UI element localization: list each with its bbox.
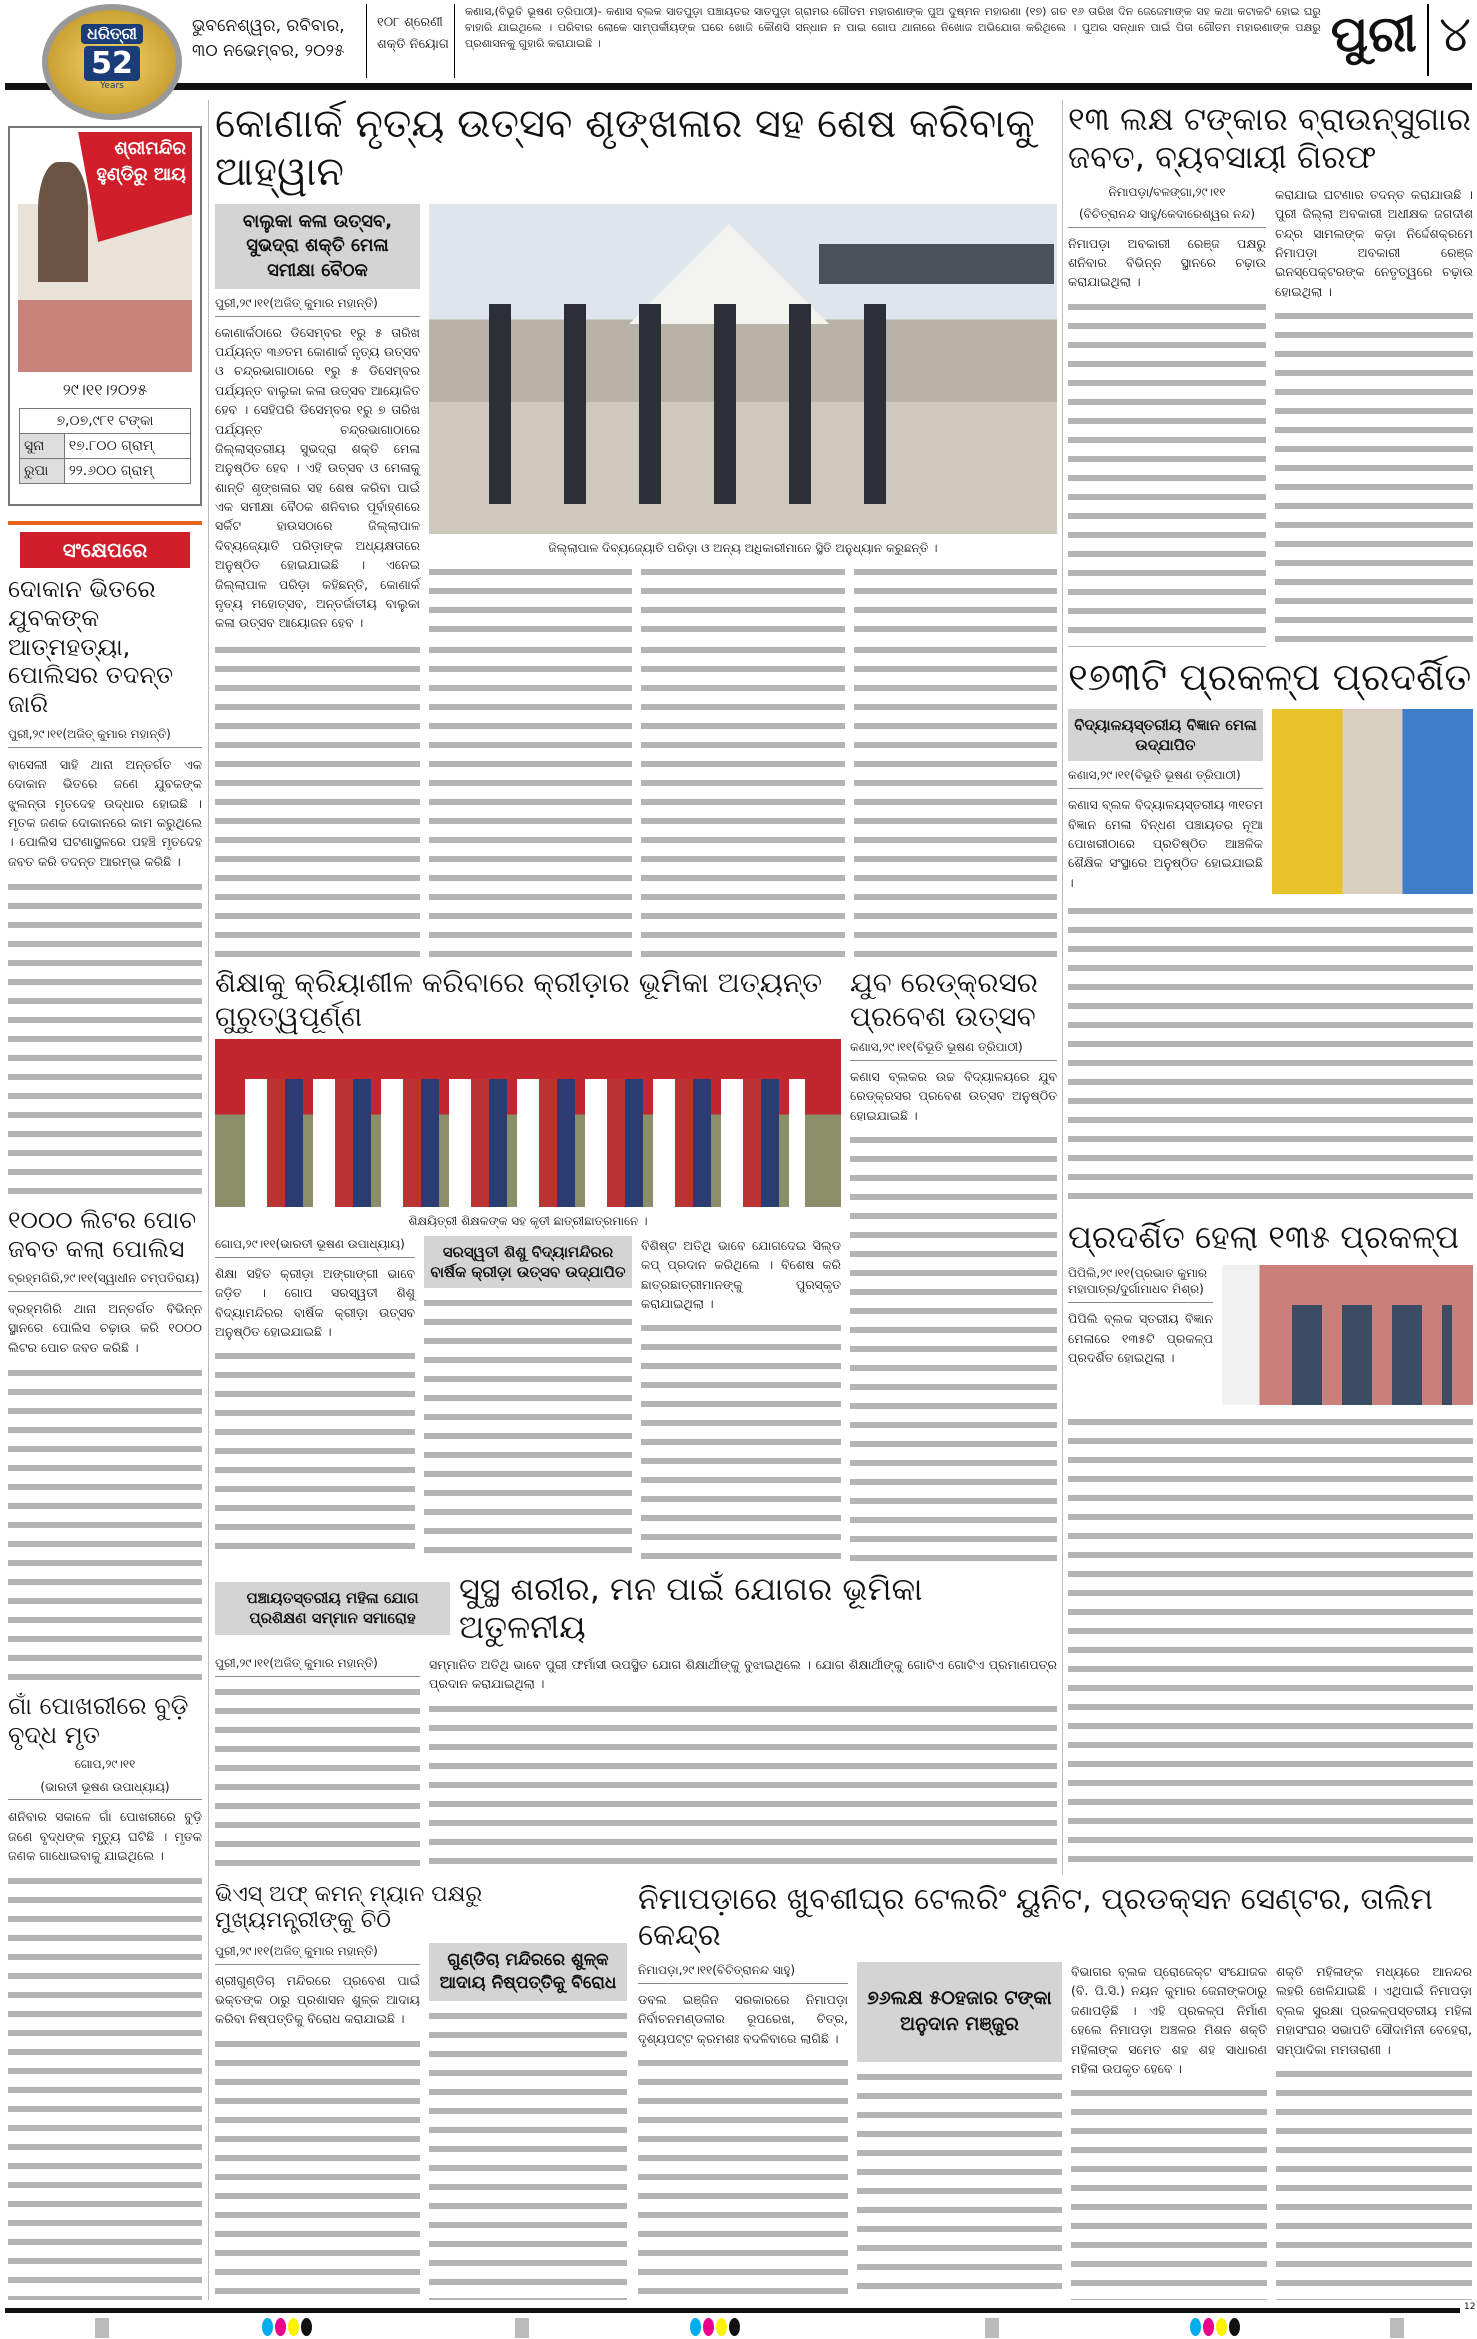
yoga-byline: ପୁରୀ,୨୯।୧୧(ଅଜିତ୍ କୁମାର ମହାନ୍ତି)	[215, 1655, 420, 1677]
temple-box-title-1: ଶ୍ରୀମନ୍ଦିର	[114, 138, 186, 159]
registration-marks	[0, 2318, 1477, 2338]
nimapada-byline: ନିମାପଡ଼ା,୨୯।୧୧(ବିଚିତ୍ରାନନ୍ଦ ସାହୁ)	[638, 1962, 848, 1984]
pond-byline-1: ଗୋପ,୨୯।୧୧	[74, 1756, 136, 1771]
lead-body-continued	[429, 563, 632, 633]
nimapada-headline: ନିମାପଡ଼ାରେ ଖୁବଶୀଘ୍ର ଟେଲରିଂ ୟୁନିଟ, ପ୍ରଡକ୍ସନ ସେଣ୍ଟର, ତାଲିମ କେନ୍ଦ୍ର	[638, 1882, 1433, 1953]
gold-label: ସୁନା	[20, 434, 65, 459]
temple-box-date: ୨୯।୧୧।୨୦୨୫	[62, 380, 148, 399]
science173-body-continued	[1068, 902, 1473, 1210]
nimapada-body: ଡବଲ ଇଞ୍ଜିନ ସରକାରରେ ନିମାପଡ଼ା ନିର୍ବାଚନମଣ୍ଡଳୀର ରୂପରେଖ, ଚିତ୍ର, ଦୃଶ୍ୟପଟ୍ଟ କ୍ରମଶଃ ବଦଳିବାରେ ଲାଗିଛି ।	[638, 1991, 848, 2046]
temple-donation-table	[19, 408, 191, 484]
logo	[42, 4, 182, 120]
nimapada-body-2: ବିଭାଗର ବ୍ଲକ ପ୍ରୋଜେକ୍ଟ ସଂଯୋଜକ (ବି. ପି.ସି.) ନୟନ କୁମାର ଜେନାଙ୍କଠାରୁ ଜଣାପଡ଼ିଛି । ଏହି ପ୍ରକଳ୍ପ ନିର୍ମାଣ ହେଲେ ନିମାପଡ଼ା ଅଞ୍ଚଳର ମିଶନ ଶକ୍ତି ମହିଳାଙ୍କ ସମେତ ଶହ ଶହ ସାଧାରଣ ମହିଳା ଉପକୃତ ହେବେ ।	[1071, 1964, 1267, 2076]
pond-headline: ଗାଁ ପୋଖରୀରେ ବୁଡ଼ି ବୃଦ୍ଧ ମୃତ	[8, 1691, 189, 1749]
nimapada-body-continued	[1276, 2065, 1472, 2300]
lead-body: କୋଣାର୍କଠାରେ ଡିସେମ୍ବର ୧ରୁ ୫ ତାରିଖ ପର୍ଯ୍ୟନ୍ତ ୩୬ତମ କୋଣାର୍କ ନୃତ୍ୟ ଉତ୍ସବ ଓ ଚନ୍ଦ୍ରଭାଗାଠାରେ ୧ରୁ ୫ ଡିସେମ୍ବର ପର୍ଯ୍ୟନ୍ତ ବାଲୁକା କଳା ଉତ୍ସବ ଆୟୋଜିତ ହେବ । ସେହିପରି ଡିସେମ୍ବର ୧ରୁ ୭ ତାରିଖ ପର୍ଯ୍ୟନ୍ତ ଚନ୍ଦ୍ରଭାଗାଠାରେ ଜିଲ୍ଲାସ୍ତରୀୟ ସୁଭଦ୍ରା ଶକ୍ତି ମେଳା ଅନୁଷ୍ଠିତ ହେବ । ଏହି ଉତ୍ସବ ଓ ମେଳାକୁ ଶାନ୍ତି ଶୃଙ୍ଖଳାର ସହ ଶେଷ କରିବା ପାଇଁ ଏକ ସମୀକ୍ଷା ବୈଠକ ଶନିବାର ପୂର୍ବାହ୍ଣରେ ସର୍କିଟ ହାଉସଠାରେ ଜିଲ୍ଲାପାଳ ଦିବ୍ୟଜ୍ୟୋତି ପରିଡ଼ାଙ୍କ ଅଧ୍ୟକ୍ଷତାରେ ଅନୁଷ୍ଠିତ ହୋଇଯାଇଛି । ଏନେଇ ଜିଲ୍ଲାପାଳ ପରିଡ଼ା କହିଛନ୍ତି, କୋଣାର୍କ ନୃତ୍ୟ ମହୋତ୍ସବ, ଅନ୍ତର୍ଜାତୀୟ ବାଲୁକା କଳା ଉତ୍ସବ ଆୟୋଜନ ହେବ ।	[215, 324, 420, 631]
dateline-place: ଭୁବନେଶ୍ୱର, ରବିବାର,	[192, 16, 345, 36]
vos-section	[215, 1882, 627, 2300]
pond-byline-2: (ଭାରତୀ ଭୂଷଣ ଉପାଧ୍ୟାୟ)	[8, 1779, 202, 1801]
lead-body-continued	[641, 563, 844, 633]
liquor-body-continued	[8, 1364, 202, 1685]
redcross-headline: ଯୁବ ରେଡ୍‌କ୍ରସର ପ୍ରବେଶ ଉତ୍ସବ	[850, 966, 1039, 1033]
top-brief-title-2: ଶକ୍ତି ନିୟୋଗ	[377, 37, 449, 53]
lead-byline: ପୁରୀ,୨୯।୧୧(ଅଜିତ୍ କୁମାର ମହାନ୍ତି)	[215, 295, 420, 317]
brownsugar-body: ନିମାପଡ଼ା ଅବକାରୀ ରେଞ୍ଜ ପକ୍ଷରୁ ଶନିବାର ବିଭିନ୍ନ ସ୍ଥାନରେ ଚଢ଼ାଉ କରାଯାଇଥିଲା ।	[1068, 235, 1266, 290]
brownsugar-body-2: କରାଯାଇ ଘଟଣାର ତଦନ୍ତ କରାଯାଉଛି । ପୁରୀ ଜିଲ୍ଲା ଅବକାରୀ ଅଧୀକ୍ଷକ ଜଗଦୀଶ ଚନ୍ଦ୍ର ସାମଲଙ୍କ କଡ଼ା ନିର୍ଦ୍ଦେଶକ୍ରମେ ନିମାପଡ଼ା ଅବକାରୀ ରେଞ୍ଜ ଇନସ୍ପେକ୍ଟରଙ୍କ ନେତୃତ୍ୱରେ ଚଢ଼ାଉ ହୋଇଥିଲା ।	[1275, 186, 1473, 299]
right-column	[1068, 100, 1473, 1875]
temple-image	[18, 132, 192, 372]
brief-label: ସଂକ୍ଷେପରେ	[20, 532, 190, 568]
liquor-body: ବ୍ରହ୍ମଗିରି ଥାନା ଅନ୍ତର୍ଗତ ବିଭିନ୍ନ ସ୍ଥାନରେ ପୋଲିସ ଚଢ଼ାଉ କରି ୧୦୦୦ ଲିଟର ପୋଚ ଜବତ କରିଛି ।	[8, 1301, 202, 1355]
top-brief-body: କଣାସ,(ବିଭୂତି ଭୂଷଣ ତ୍ରିପାଠୀ)- କଣାସ ବ୍ଲକ ସାତପୁଡ଼ା ପଞ୍ଚାୟତର ସାତପୁଡ଼ା ଗ୍ରାମର ଗୌତମ ମହାରଣାଙ୍କ ପୁଅ ଦୁଷ୍ମନ ମହାରଣା (୧୭) ଗତ ୧୬ ତାରିଖ ଦିନ ଜେଜେମାଙ୍କ ସହ କଥା କଟାକଟି ହୋଇ ଘରୁ ବାହାରି ଯାଇଥିଲେ । ପରିବାର ଲୋକେ ସାମ୍ପର୍କୀୟଙ୍କ ଘରେ ଖୋଜି କୌଣସି ସନ୍ଧାନ ନ ପାଇ ଗୋପ ଥାନାରେ ନିଖୋଜ ଅଭିଯୋଗ କରିଥିଲେ । ପୁଅର ସନ୍ଧାନ ପାଇଁ ପିତା ଗୌତମ ମହାରଣାଙ୍କ ପକ୍ଷରୁ ପ୍ରଶାସନକୁ ଗୁହାରି କରାଯାଇଛି ।	[465, 5, 1321, 50]
yoga-body-continued	[215, 1683, 420, 1873]
nimapada-body-continued	[857, 2068, 1062, 2300]
page-number: ୪	[1438, 5, 1471, 63]
sports-body: ଶିକ୍ଷା ସହିତ କ୍ରୀଡ଼ା ଅଙ୍ଗାଙ୍ଗୀ ଭାବେ ଜଡ଼ିତ । ଗୋପ ସରସ୍ୱତୀ ଶିଶୁ ବିଦ୍ୟାମନ୍ଦିରର ବାର୍ଷିକ କ୍ରୀଡ଼ା ଉତ୍ସବ ଅନୁଷ୍ଠିତ ହୋଇଯାଇଛି ।	[215, 1265, 415, 1339]
section-name: ପୁରୀ	[1331, 4, 1429, 76]
footer-rule	[5, 2308, 1460, 2313]
orange-rule	[8, 521, 202, 525]
sports-body-continued	[215, 1347, 415, 1562]
redcross-byline: କଣାସ,୨୯।୧୧(ବିଭୂତି ଭୂଷଣ ତ୍ରିପାଠୀ)	[850, 1039, 1057, 1061]
nimapada-section	[638, 1882, 1472, 2300]
pond-body-continued	[8, 1872, 202, 2300]
shop-byline: ପୁରୀ,୨୯।୧୧(ଅଜିତ୍ କୁମାର ମହାନ୍ତି)	[8, 726, 202, 748]
yoga-body: ସମ୍ମାନିତ ଅତିଥି ଭାବେ ପୁରୀ ଫର୍ମାସୀ ଉପସ୍ଥିତ ଯୋଗ ଶିକ୍ଷାର୍ଥୀଙ୍କୁ ବୁଝାଇଥିଲେ । ଯୋଗ ଶିକ୍ଷାର୍ଥୀଙ୍କୁ ଗୋଟିଏ ଗୋଟିଏ ପ୍ରମାଣପତ୍ର ପ୍ରଦାନ କରାଯାଇଥିଲା ।	[429, 1656, 1057, 1692]
silver-label: ରୁପା	[20, 459, 65, 484]
brownsugar-byline-2: (ବିଚିତ୍ରାନନ୍ଦ ସାହୁ/କେଦାରେଶ୍ୱର ନନ୍ଦ)	[1068, 206, 1266, 228]
science173-headline: ୧୭୩ଟି ପ୍ରକଳ୍ପ ପ୍ରଦର୍ଶିତ	[1068, 655, 1472, 700]
lead-body-continued	[854, 563, 1057, 633]
sports-headline: ଶିକ୍ଷାକୁ କ୍ରିୟାଶୀଳ କରିବାରେ କ୍ରୀଡ଼ାର ଭୂମିକା ଅତ୍ୟନ୍ତ ଗୁରୁତ୍ୱପୂର୍ଣ୍ଣ	[215, 966, 823, 1033]
redcross-body-continued	[850, 1131, 1057, 1562]
left-column	[8, 126, 202, 2300]
logo-name: ଧରିତ୍ରୀ	[81, 24, 143, 44]
science173-photo	[1272, 709, 1473, 894]
yoga-headline: ସୁସ୍ଥ ଶରୀର, ମନ ପାଇଁ ଯୋଗର ଭୂମିକା ଅତୁଳନୀୟ	[459, 1570, 923, 1647]
lead-body-continued	[854, 641, 1057, 958]
lead-body-continued	[641, 641, 844, 958]
brownsugar-body-continued	[1275, 307, 1473, 647]
science135-photo	[1222, 1265, 1473, 1405]
lead-photo-caption: ଜିଲ୍ଲାପାଳ ଦିବ୍ୟଜ୍ୟୋତି ପରିଡ଼ା ଓ ଅନ୍ୟ ଅଧିକାରୀମାନେ ସ୍ଥିତି ଅନୁଧ୍ୟାନ କରୁଛନ୍ତି ।	[548, 541, 938, 555]
lead-body-continued	[429, 641, 632, 958]
lead-photo	[429, 204, 1057, 534]
vos-headline: ଭିଏସ୍ ଅଫ୍ କମନ୍ ମ୍ୟାନ ପକ୍ଷରୁ ମୁଖ୍ୟମନ୍ତ୍ରୀଙ୍କୁ ଚିଠି	[215, 1882, 483, 1934]
yoga-kicker: ପଞ୍ଚାୟତସ୍ତରୀୟ ମହିଳା ଯୋଗ ପ୍ରଶିକ୍ଷଣ ସମ୍ମାନ ସମାରୋହ	[215, 1582, 450, 1635]
dateline-date: ୩୦ ନଭେମ୍ବର, ୨୦୨୫	[192, 40, 345, 61]
nimapada-body-continued	[638, 2054, 848, 2300]
redcross-body: କଣାସ ବ୍ଲକର ଉଚ୍ଚ ବିଦ୍ୟାଳୟରେ ଯୁବ ରେଡ୍‌କ୍ରସର ପ୍ରବେଶ ଉତ୍ସବ ଅନୁଷ୍ଠିତ ହୋଇଯାଇଛି ।	[850, 1068, 1057, 1123]
sports-body-continued	[641, 1319, 841, 1562]
shop-body-continued	[8, 878, 202, 1199]
logo-years: 52	[84, 46, 140, 81]
vos-byline: ପୁରୀ,୨୯।୧୧(ଅଜିତ୍ କୁମାର ମହାନ୍ତି)	[215, 1943, 420, 1965]
temple-box-title-2: ହୁଣ୍ଡିରୁ ଆୟ	[96, 163, 186, 185]
top-brief-title	[377, 4, 455, 78]
nimapada-body-continued	[1071, 2084, 1267, 2300]
masthead	[0, 0, 1477, 91]
shop-body: ବାସେଲୀ ସାହି ଥାନା ଅନ୍ତର୍ଗତ ଏକ ଦୋକାନ ଭିତରେ ଜଣେ ଯୁବକଙ୍କ ଝୁଲନ୍ତା ମୃତଦେହ ଉଦ୍ଧାର ହୋଇଛି । ମୃତକ ଜଣକ ଦୋକାନରେ କାମ କରୁଥିଲେ । ପୋଲିସ ଘଟଣାସ୍ଥଳରେ ପହଞ୍ଚି ମୃତଦେହ ଜବତ କରି ତଦନ୍ତ ଆରମ୍ଭ କରିଛି ।	[8, 756, 202, 869]
vos-kicker: ଗୁଣ୍ଡିଚା ମନ୍ଦିରରେ ଶୁଳ୍କ ଆଦାୟ ନିଷ୍ପତ୍ତିକୁ ବିରୋଧ	[429, 1943, 627, 2001]
science135-body-continued	[1068, 1413, 1473, 1875]
lead-headline: କୋଣାର୍କ ନୃତ୍ୟ ଉତ୍ସବ ଶୃଙ୍ଖଳାର ସହ ଶେଷ କରିବାକୁ ଆହ୍ୱାନ	[215, 101, 1035, 195]
sports-redcross-section	[215, 966, 1057, 1562]
lead-kicker: ବାଲୁକା କଳା ଉତ୍ସବ, ସୁଭଦ୍ରା ଶକ୍ତି ମେଳା ସମୀକ୍ଷା ବୈଠକ	[215, 204, 420, 289]
lead-story	[215, 100, 1057, 958]
sports-kicker: ସରସ୍ୱତୀ ଶିଶୁ ବିଦ୍ୟାମନ୍ଦିରର ବାର୍ଷିକ କ୍ରୀଡ଼ା ଉତ୍ସବ ଉଦ୍‌ଯାପିତ	[424, 1236, 632, 1289]
page-marker: 12	[1464, 2302, 1476, 2312]
pond-body: ଶନିବାର ସକାଳେ ଗାଁ ପୋଖରୀରେ ବୁଡ଼ି ଜଣେ ବୃଦ୍ଧଙ୍କ ମୃତ୍ୟୁ ଘଟିଛି । ମୃତକ ଜଣକ ଗାଧୋଇବାକୁ ଯାଇଥିଲେ ।	[8, 1809, 202, 1864]
temple-donation-box	[8, 126, 202, 506]
yoga-body-continued	[429, 1700, 1057, 1873]
gold-value: ୧୭.୮୦୦ ଗ୍ରାମ୍	[64, 434, 190, 459]
sports-photo	[215, 1039, 841, 1207]
sports-body-2: ବିଶିଷ୍ଟ ଅତିଥି ଭାବେ ଯୋଗଦେଇ ସିଲ୍‌ଡ କପ୍ ପ୍ରଦାନ କରିଥିଲେ । ବିଶେଷ କରି ଛାତ୍ରଛାତ୍ରୀମାନଙ୍କୁ ପୁରସ୍କୃତ କରାଯାଇଥିଲା ।	[641, 1237, 841, 1312]
science135-body: ପିପିଲି ବ୍ଲକ ସ୍ତରୀୟ ବିଜ୍ଞାନ ମେଳାରେ ୧୩୫ଟି ପ୍ରକଳ୍ପ ପ୍ରଦର୍ଶିତ ହୋଇଥିଲା ।	[1068, 1311, 1213, 1365]
lead-body-continued	[215, 641, 420, 958]
nimapada-kicker: ୭୬ଲକ୍ଷ ୫୦ହଜାର ଟଙ୍କା ଅନୁଦାନ ମଞ୍ଜୁର	[857, 1962, 1062, 2062]
science173-kicker: ବିଦ୍ୟାଳୟସ୍ତରୀୟ ବିଜ୍ଞାନ ମେଳା ଉଦ୍‌ଯାପିତ	[1068, 709, 1263, 762]
sports-byline: ଗୋପ,୨୯।୧୧(ଭାରତୀ ଭୂଷଣ ଉପାଧ୍ୟାୟ)	[215, 1236, 415, 1258]
science173-body: କଣାସ ବ୍ଲକ ବିଦ୍ୟାଳୟସ୍ତରୀୟ ୩୧ତମ ବିଜ୍ଞାନ ମେଳା ବିନ୍ଧଣ ପଞ୍ଚାୟତର ନୂଆ ପୋଖରୀଠାରେ ପ୍ରତିଷ୍ଠିତ ଆଞ୍ଚଳିକ ଶୈକ୍ଷିକ ସଂସ୍ଥାରେ ଅନୁଷ୍ଠିତ ହୋଇଯାଇଛି ।	[1068, 797, 1263, 890]
brownsugar-byline-1: ନିମାପଡ଼ା/ବଳଙ୍ଗା,୨୯।୧୧	[1108, 184, 1226, 199]
sports-body-continued	[424, 1294, 632, 1562]
nimapada-body-3: ଶକ୍ତି ମହିଳାଙ୍କ ମଧ୍ୟରେ ଆନନ୍ଦର ଲହରି ଖେଳିଯାଇଛି । ଏଥିପାଇଁ ନିମାପଡ଼ା ବ୍ଲକ ସୁରକ୍ଷା ପ୍ରକଳ୍ପସ୍ତରୀୟ ମହିଳା ମହାସଂଘର ସଭାପତି ସୌଦାମିନୀ ବେହେରା, ସମ୍ପାଦିକା ମମତାରାଣୀ ।	[1276, 1964, 1472, 2057]
shop-headline: ଦୋକାନ ଭିତରେ ଯୁବକଙ୍କ ଆତ୍ମହତ୍ୟା, ପୋଲିସର ତଦନ୍ତ ଜାରି	[8, 575, 174, 719]
logo-years-label: Years	[100, 81, 124, 91]
science135-headline: ପ୍ରଦର୍ଶିତ ହେଲା ୧୩୫ ପ୍ରକଳ୍ପ	[1068, 1218, 1460, 1257]
vos-body: ଶ୍ରୀଗୁଣ୍ଡିଚା ମନ୍ଦିରରେ ପ୍ରବେଶ ପାଇଁ ଭକ୍ତଙ୍କ ଠାରୁ ପ୍ରଶାସନ ଶୁଳ୍କ ଆଦାୟ କରିବା ନିଷ୍ପତ୍ତିକୁ ବିରୋଧ କରାଯାଇଛି ।	[215, 1972, 420, 2027]
science173-byline: କଣାସ,୨୯।୧୧(ବିଭୂତି ଭୂଷଣ ତ୍ରିପାଠୀ)	[1068, 767, 1263, 789]
silver-value: ୨୨.୬୦୦ ଗ୍ରାମ୍	[64, 459, 190, 484]
cash-value: ୭,୦୭,୯୮୧ ଟଙ୍କା	[20, 409, 191, 434]
masthead-rule	[5, 83, 1472, 90]
sports-photo-caption: ଶିକ୍ଷୟିତ୍ରୀ ଶିକ୍ଷକଙ୍କ ସହ କୃତୀ ଛାତ୍ରୀଛାତ୍ରମାନେ ।	[408, 1214, 648, 1229]
brownsugar-body-continued	[1068, 298, 1266, 648]
top-brief-title-1: ୧୦୮ ଶ୍ରେଣୀ	[377, 15, 443, 30]
liquor-headline: ୧୦୦୦ ଲିଟର ପୋଚ ଜବତ କଲା ପୋଲିସ	[8, 1205, 197, 1263]
brownsugar-headline: ୧୩ ଲକ୍ଷ ଟଙ୍କାର ବ୍ରାଉନ୍‌ସୁଗାର ଜବତ, ବ୍ୟବସାୟୀ ଗିରଫ	[1068, 100, 1471, 177]
vos-body-continued	[429, 2007, 627, 2300]
liquor-byline: ବ୍ରହ୍ମଗିରି,୨୯।୧୧(ସ୍ୱାଧୀନ ଚମ୍ପତିରାୟ)	[8, 1270, 202, 1292]
science135-byline: ପିପିଲି,୨୯।୧୧(ପ୍ରଭାତ କୁମାର ମହାପାତ୍ର/ଦୁର୍ଗାମାଧବ ମିଶ୍ର)	[1068, 1265, 1213, 1304]
vos-body-continued	[215, 2035, 420, 2300]
dateline	[192, 4, 367, 78]
yoga-section	[215, 1570, 1057, 1873]
